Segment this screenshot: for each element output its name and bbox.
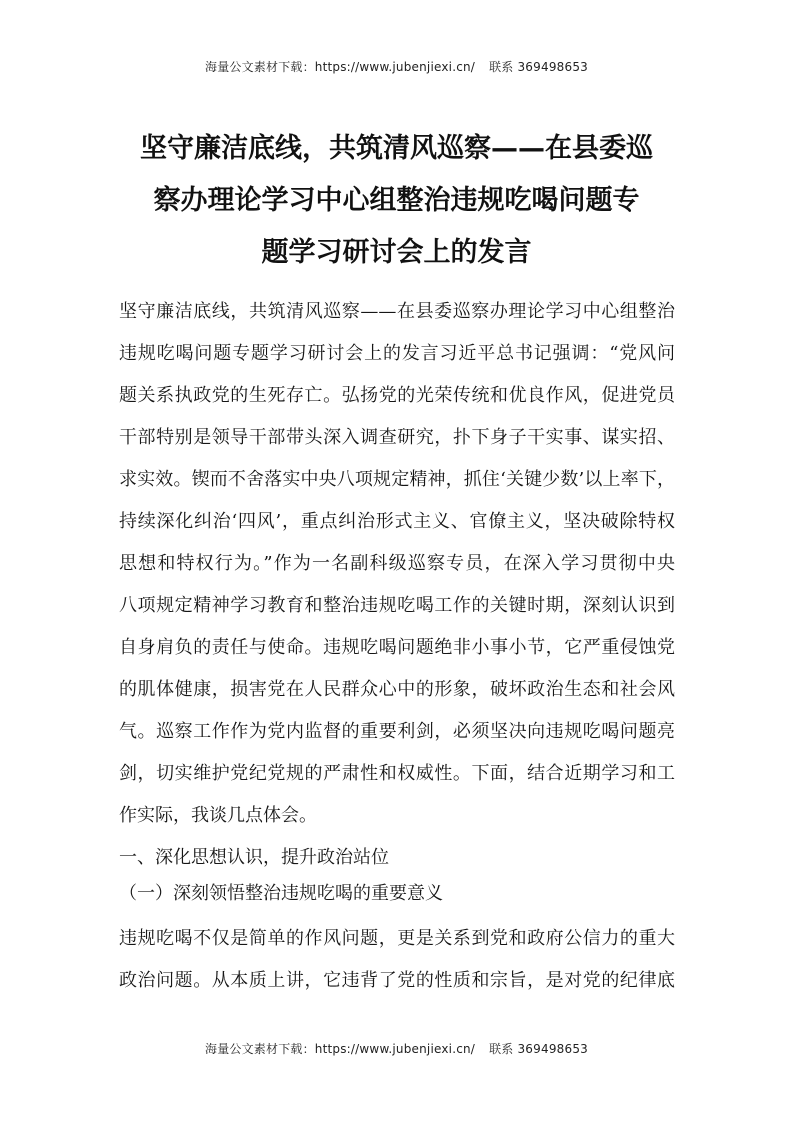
header-contact-text: 联系 369498653 [489,60,588,74]
body-line: 违规吃喝不仅是简单的作风问题，更是关系到党和政府公信力的重大 [119,928,675,949]
section-heading: 一、深化思想认识，提升政治站位 [119,847,389,868]
footer-contact-text: 联系 369498653 [489,1042,588,1056]
page-header [0,58,793,75]
title-line-2: 察办理论学习中心组整治违规吃喝问题专 [153,185,640,216]
header-download-text: 海量公文素材下载：https://www.jubenjiexi.cn/ [205,60,476,74]
body-line: 自身肩负的责任与使命。违规吃喝问题绝非小事小节，它严重侵蚀党 [119,637,675,658]
body-line: 剑，切实维护党纪党规的严肃性和权威性。下面，结合近期学习和工 [119,763,675,784]
document-title [114,123,679,279]
title-line-3: 题学习研讨会上的发言 [261,237,532,268]
title-line-1: 坚守廉洁底线，共筑清风巡察——在县委巡 [140,133,653,164]
body-line: 作实际，我谈几点体会。 [119,805,317,826]
body-line: 坚守廉洁底线，共筑清风巡察——在县委巡察办理论学习中心组整治 [119,301,675,322]
body-line: 政治问题。从本质上讲，它违背了党的性质和宗旨，是对党的纪律底 [119,970,675,991]
body-line: 干部特别是领导干部带头深入调查研究，扑下身子干实事、谋实招、 [119,427,675,448]
body-line: 违规吃喝问题专题学习研讨会上的发言习近平总书记强调：“党风问 [119,343,675,364]
body-line: 求实效。锲而不舍落实中央八项规定精神，抓住‘关键少数’以上率下， [119,469,675,490]
body-line: 气。巡察工作作为党内监督的重要利剑，必须坚决向违规吃喝问题亮 [119,721,675,742]
body-line: 思想和特权行为。”作为一名副科级巡察专员，在深入学习贯彻中央 [119,553,675,574]
subsection-heading: （一）深刻领悟整治违规吃喝的重要意义 [119,883,443,904]
body-line: 的肌体健康，损害党在人民群众心中的形象，破坏政治生态和社会风 [119,679,675,700]
body-line: 持续深化纠治‘四风’，重点纠治形式主义、官僚主义，坚决破除特权 [119,511,675,532]
body-line: 八项规定精神学习教育和整治违规吃喝工作的关键时期，深刻认识到 [119,595,675,616]
body-line: 题关系执政党的生死存亡。弘扬党的光荣传统和优良作风，促进党员 [119,385,675,406]
page-footer [0,1040,793,1057]
footer-download-text: 海量公文素材下载：https://www.jubenjiexi.cn/ [205,1042,476,1056]
